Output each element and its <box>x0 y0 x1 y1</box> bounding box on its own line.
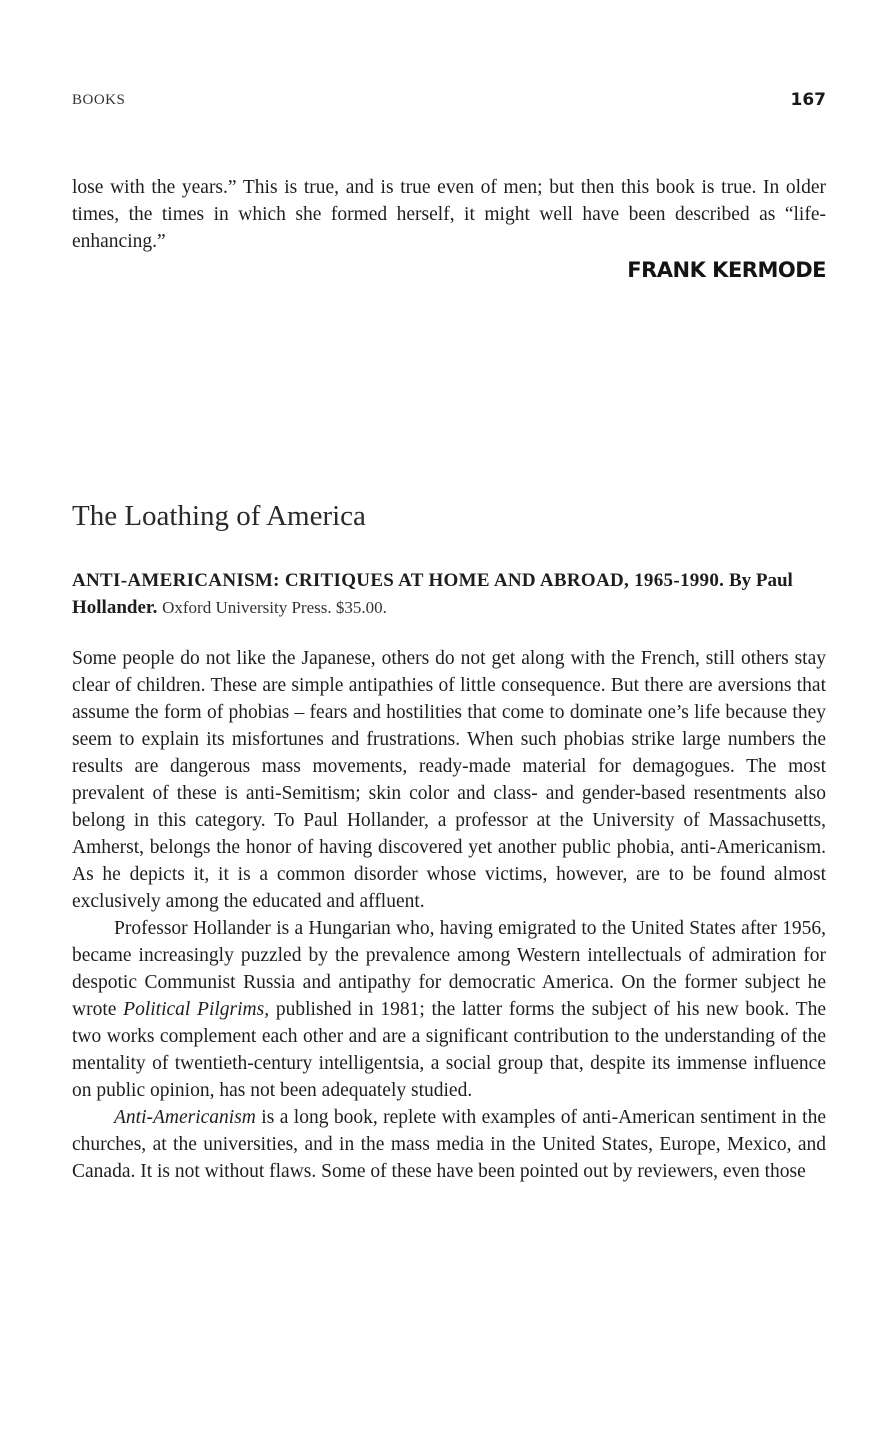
previous-review-ending <box>72 174 826 255</box>
book-review-page <box>72 0 826 1454</box>
reviewer-signature: FRANK KERMODE <box>627 258 826 282</box>
running-head-section: BOOKS <box>72 92 126 108</box>
previous-review-closing-paragraph: lose with the years.” This is true, and is true even of men; but then this book is true. In older times, the times in which she formed herself, it might well have been described as “life-enhancing.” <box>72 177 826 252</box>
review-paragraph-3 <box>72 1104 826 1185</box>
review-paragraph-2 <box>72 915 826 1104</box>
paragraph-2-text-start: Professor Hollander is a Hungarian who, having emigrated to the United States after 1956, became increasingly puzzled by the prevalence among Western intellectuals of admiration for despotic Communist Russia and antipathy for democratic America. On the former subject he wrote <box>72 918 826 1020</box>
review-title: The Loathing of America <box>72 500 366 532</box>
running-head <box>72 92 826 112</box>
book-title: ANTI-AMERICANISM: CRITIQUES AT HOME AND ABROAD, 1965-1990. <box>72 570 725 591</box>
book-citation <box>72 567 826 621</box>
book-publisher: Oxford University Press. $35.00. <box>162 598 387 617</box>
book-reference-political-pilgrims: Political Pilgrims, <box>123 999 270 1020</box>
book-reference-anti-americanism: Anti-Americanism <box>114 1107 256 1128</box>
paragraph-3-text: is a long book, replete with examples of anti-American sentiment in the churches, at the universities, and in the mass media in the United States, Europe, Mexico, and Canada. It is not without flaws. Some of these have been pointed out by reviewers, even those <box>72 1107 826 1182</box>
review-body <box>72 645 826 1185</box>
review-paragraph-1: Some people do not like the Japanese, others do not get along with the French, still others stay clear of children. These are simple antipathies of little consequence. But there are aversions that assume the form of phobias – fears and hostilities that come to dominate one’s life because they seem to explain its misfortunes and frustrations. When such phobias strike large numbers the results are dangerous mass movements, ready-made material for demagogues. The most prevalent of these is anti-Semitism; skin color and class- and gender-based resentments also belong in this category. To Paul Hollander, a professor at the University of Massachusetts, Amherst, belongs the honor of having discovered yet another public phobia, anti-Americanism. As he depicts it, it is a common disorder whose victims, however, are to be found almost exclusively among the educated and affluent. <box>72 648 826 912</box>
book-author: By Paul Hollander. <box>72 570 793 618</box>
page-number: 167 <box>790 90 826 110</box>
paragraph-2-text-end: published in 1981; the latter forms the subject of his new book. The two works complement each other and are a significant contribution to the understanding of the mentality of twentieth-century intelligentsia, a social group that, despite its immense influence on public opinion, has not been adequately studied. <box>72 999 826 1101</box>
